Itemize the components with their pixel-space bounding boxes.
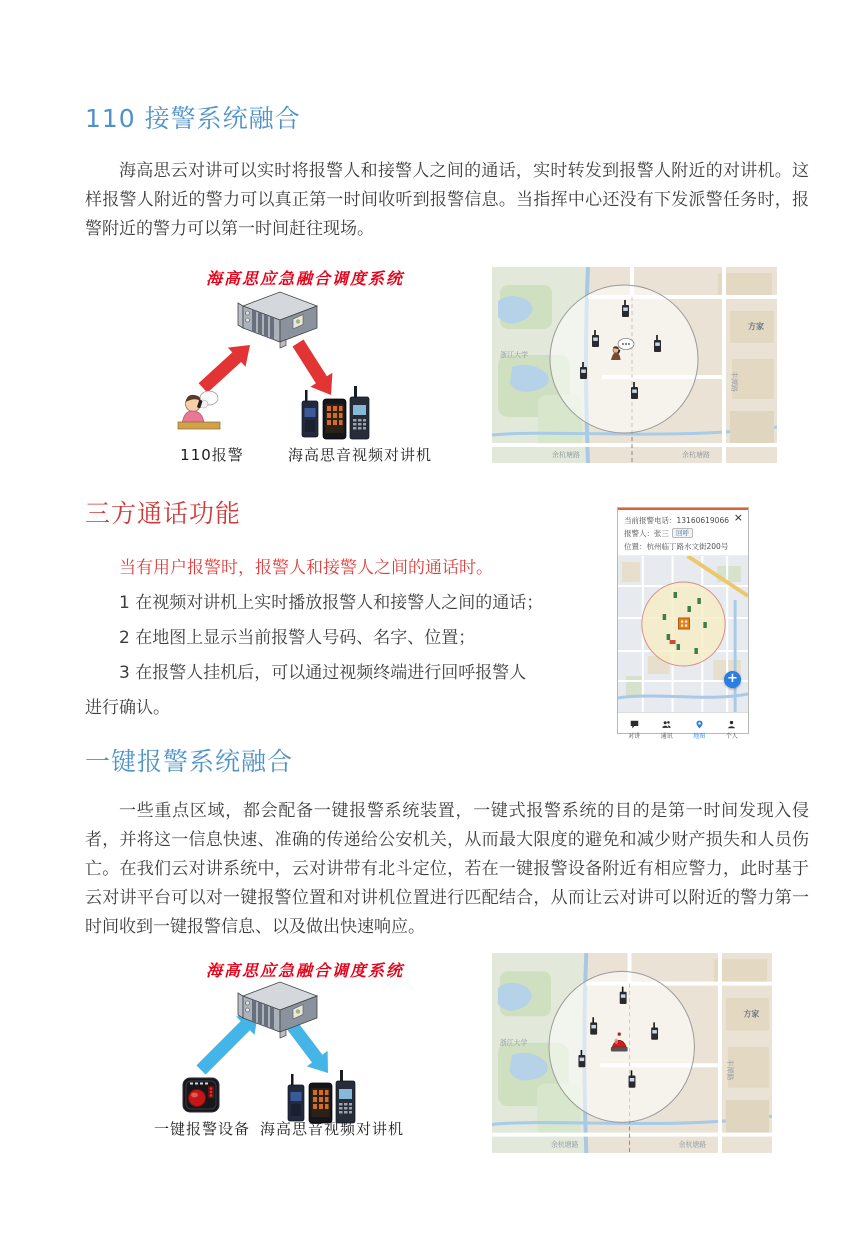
radios-label: 海高思音视频对讲机: [259, 1120, 404, 1138]
coverage-map-110: [492, 267, 777, 463]
red-arrow-up-icon: [199, 345, 250, 393]
threeway-item-3-cont: 进行确认。: [85, 698, 170, 718]
tab-intercom: 对讲: [618, 713, 651, 733]
tab-map: 地图: [683, 713, 716, 733]
map-label-road-bottom-2: 余杭塘路: [678, 1139, 707, 1149]
map-label-road-vertical: 丰潭路: [725, 1059, 735, 1081]
section-threeway-heading: 三方通话功能: [85, 499, 242, 528]
add-fab-button: +: [724, 671, 741, 688]
dispatch-diagram-110: [138, 260, 472, 478]
phone-map-graphic: [618, 556, 748, 714]
map-graphic: [492, 953, 772, 1153]
map-label-road-bottom: 余杭塘路: [550, 1139, 579, 1149]
map-label-university: 浙江大学: [499, 1037, 528, 1047]
section-onekey-paragraph: 一些重点区域，都会配备一键报警系统装置，一键式报警系统的目的是第一时间发现入侵者，并将这一信息快速、准确的传递给公安机关，从而最大限度的避免和减少财产损失和人员伤亡。在我们云对讲系统中，云对讲带有北斗定位，若在一键报警设备附近有相应警力，此时基于云对讲平台可以对一键报警位置和对讲机位置进行匹配结合，从而让云对讲可以附近的警力第一时间收到一键报警信息、以及做出快速响应。: [85, 801, 809, 937]
close-icon: ×: [733, 511, 743, 524]
dispatch-diagram-onekey: [138, 952, 472, 1147]
alarm-location-marker: [679, 618, 690, 629]
phone-mockup: [617, 507, 749, 740]
threeway-lead: 当有用户报警时，报警人和接警人之间的通话时。: [119, 558, 493, 578]
diagram-title: 海高思应急融合调度系统: [205, 961, 404, 980]
group-icon: [662, 720, 671, 729]
radios-label: 海高思音视频对讲机: [287, 446, 432, 464]
alarm-device-icon: [183, 1078, 219, 1112]
caller-person-icon: [178, 391, 220, 429]
caller-name-line: [624, 527, 742, 540]
map-label-road-bottom: 余杭塘路: [552, 451, 580, 459]
map-label-district: 方家: [743, 1009, 760, 1019]
alarm-info-panel: [618, 508, 748, 556]
section-110-paragraph: 海高思云对讲可以实时将报警人和接警人之间的通话，实时转发到报警人附近的对讲机。这样报警人附近的警力可以真正第一时间收听到报警信息。当指挥中心还没有下发派警任务时，报警附近的警力可以第一时间赶往现场。: [85, 161, 809, 239]
diagram-title: 海高思应急融合调度系统: [205, 269, 404, 288]
map-label-road-vertical: 丰潭路: [730, 371, 738, 392]
caller-name: 报警人：张三: [624, 529, 669, 538]
coverage-map-onekey: [492, 953, 772, 1153]
server-icon: [238, 292, 317, 348]
tab-profile: 个人: [716, 713, 749, 733]
callback-button: 回呼: [672, 528, 693, 538]
caller-phone-line: 当前报警电话：13160619066: [624, 516, 729, 525]
section-110-heading: 110 接警系统融合: [85, 104, 301, 133]
map-label-road-bottom-2: 余杭塘路: [682, 451, 710, 459]
tab-contacts: 通讯: [651, 713, 684, 733]
threeway-item-3: 3 在报警人挂机后，可以通过视频终端进行回呼报警人: [119, 663, 527, 683]
threeway-list: [85, 551, 645, 726]
radio-devices-icon: [288, 1070, 355, 1123]
threeway-item-2: 2 在地图上显示当前报警人号码、名字、位置；: [119, 628, 476, 648]
secondary-marker: [670, 640, 676, 644]
section-onekey-heading: 一键报警系统融合: [85, 747, 294, 776]
radio-devices-icon: [302, 386, 369, 439]
caller-label: 110报警: [180, 446, 244, 464]
map-label-district: 方家: [748, 322, 764, 331]
red-arrow-down-icon: [293, 340, 333, 396]
phone-tabbar: [618, 712, 748, 740]
threeway-item-1: 1 在视频对讲机上实时播放报警人和接警人之间的通话；: [119, 593, 544, 613]
map-pin-icon: [695, 720, 704, 729]
blue-arrow-up-icon: [196, 1013, 258, 1075]
caller-location-line: 位置：杭州临丁路水文街200号: [624, 542, 729, 551]
phone-map: [618, 556, 748, 714]
chat-bubble-icon: [630, 720, 639, 729]
person-icon: [727, 720, 736, 729]
map-label-university: 浙江大学: [500, 351, 528, 359]
alarm-device-label: 一键报警设备: [153, 1120, 250, 1138]
map-graphic: [492, 267, 777, 463]
